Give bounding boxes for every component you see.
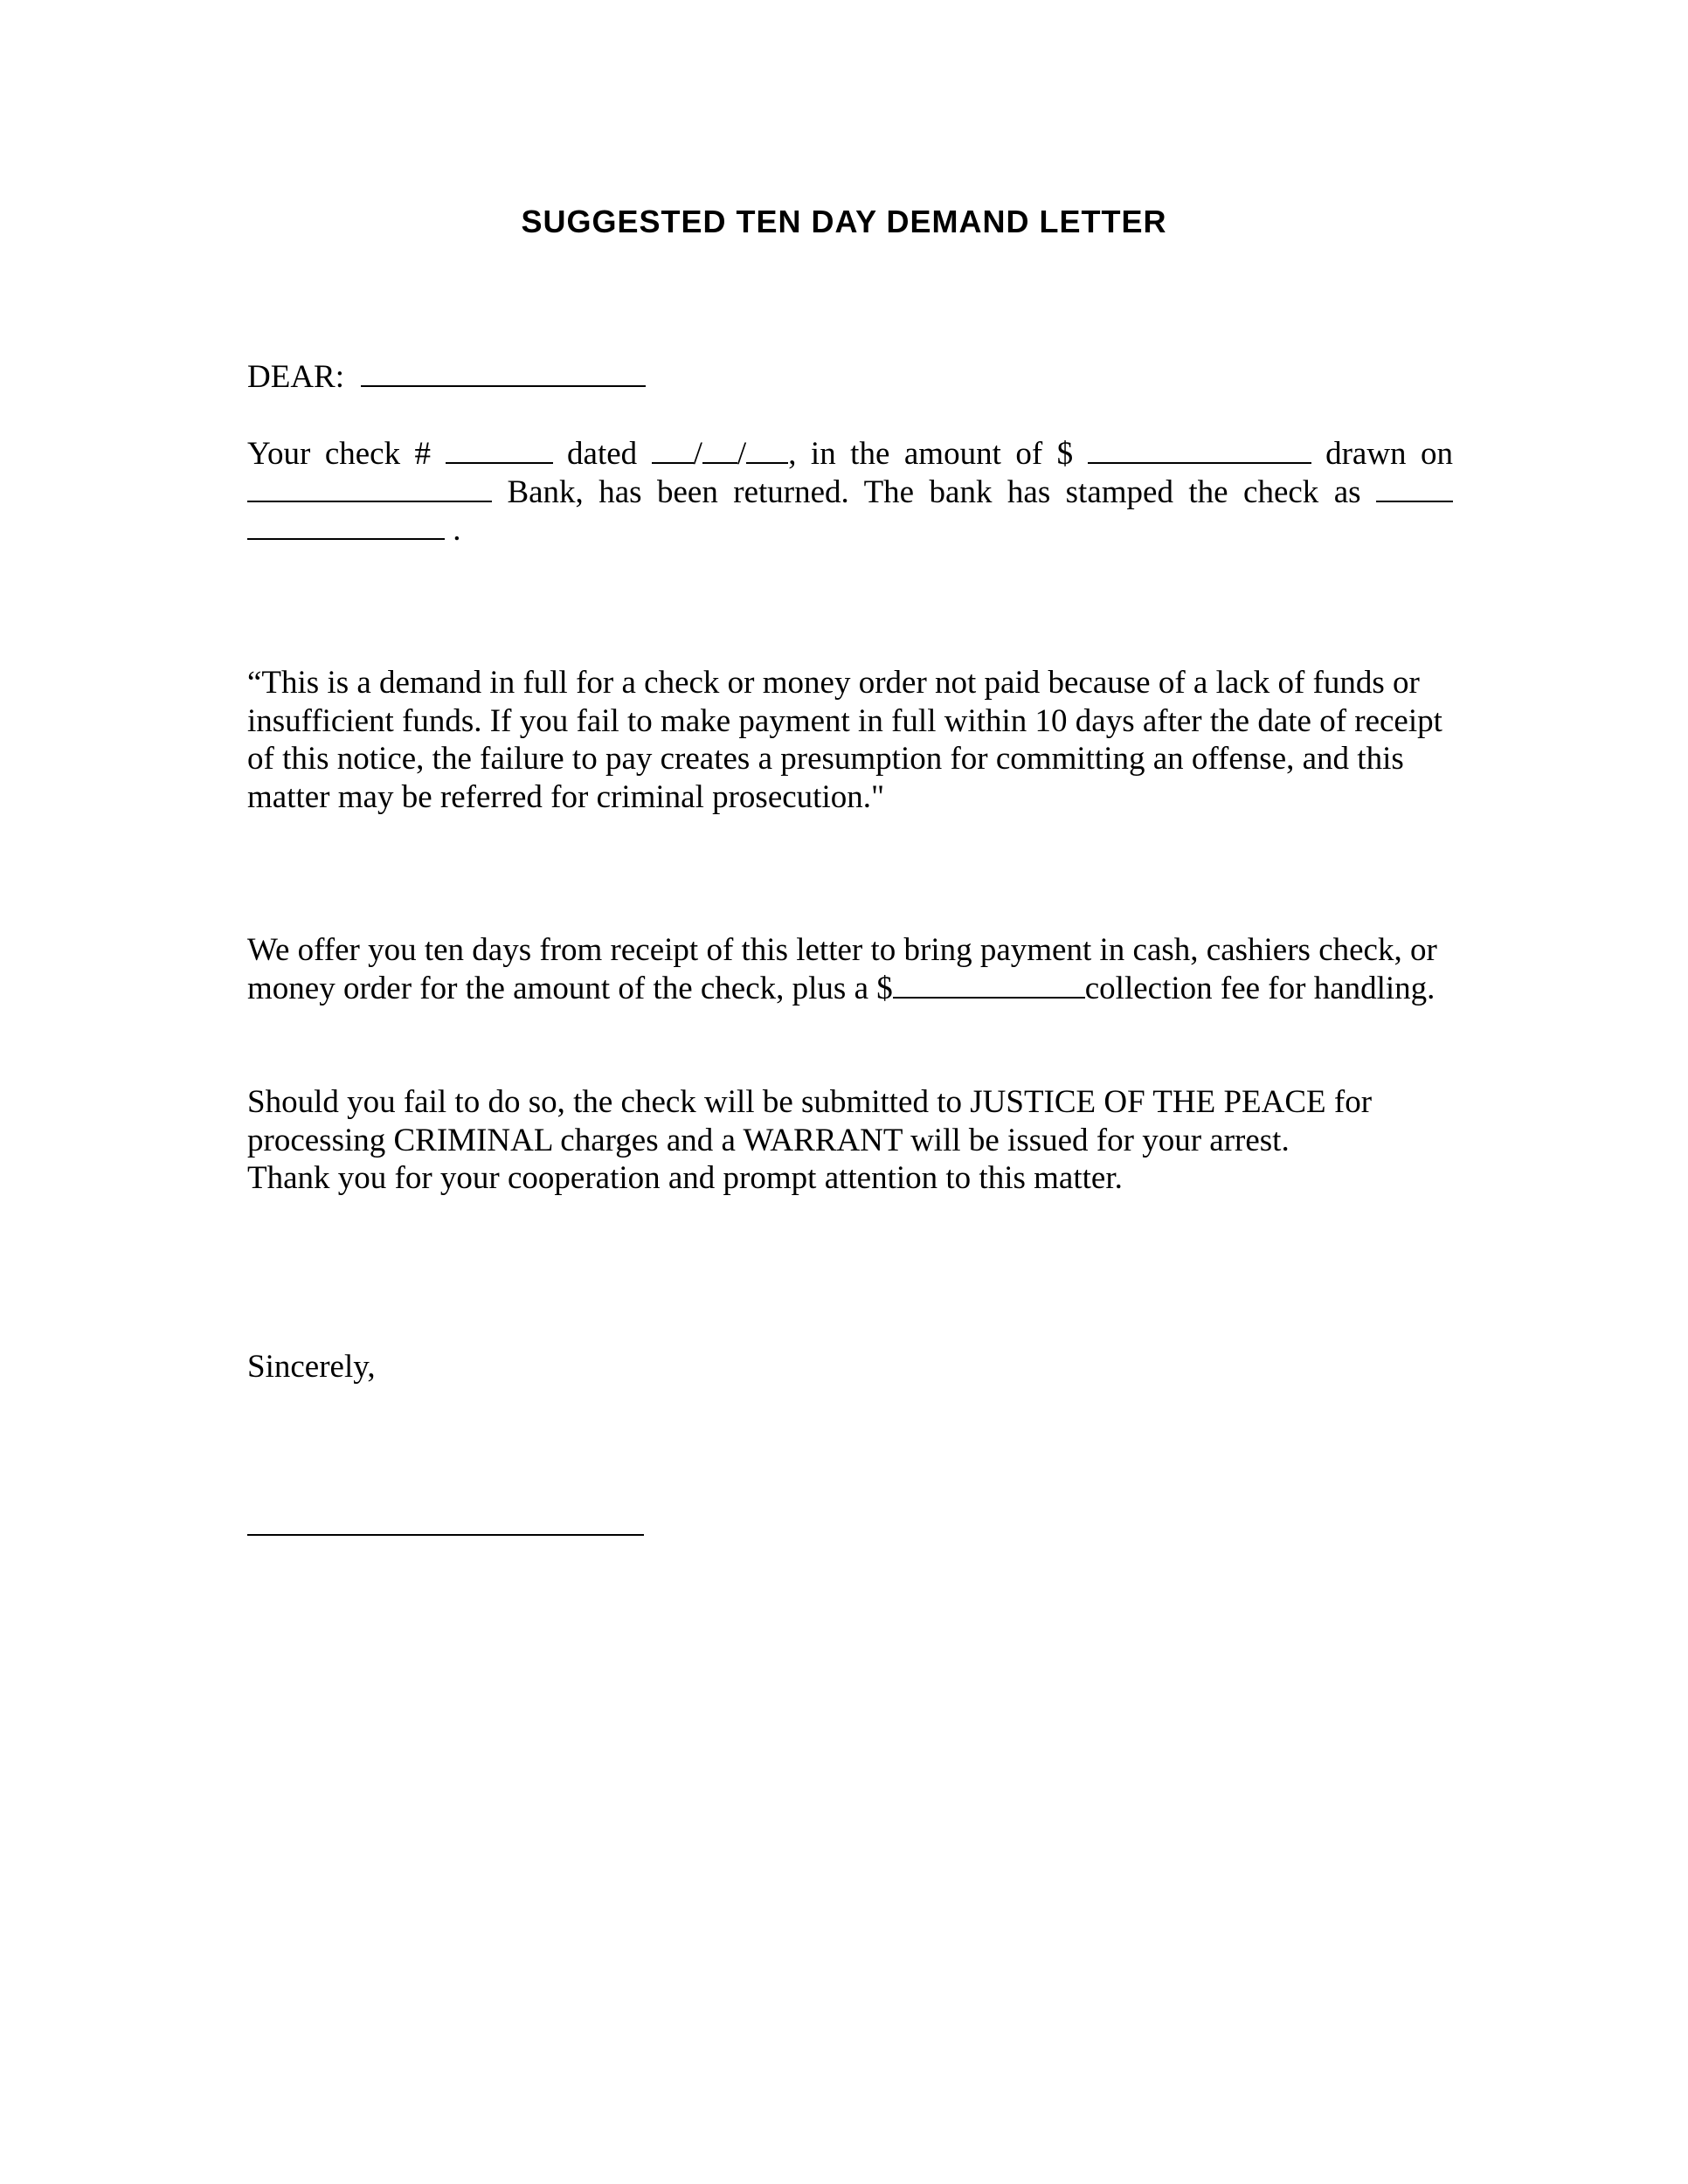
dated-label: dated: [567, 436, 638, 472]
bank-name-blank[interactable]: [247, 474, 492, 502]
stamp-reason-blank[interactable]: [1376, 474, 1453, 502]
recipient-name-blank[interactable]: [361, 359, 646, 387]
demand-quote-paragraph: “This is a demand in full for a check or money order not paid because of a lack of funds or insufficient funds. If you fail to make payment in full within 10 days after the date of receipt of this notice, the failure to pay creates a presumption for committing an offense, and this matter may be referred for criminal prosecution.": [247, 665, 1442, 815]
date-slash: /: [693, 436, 702, 472]
payment-offer-paragraph: [247, 931, 1453, 1007]
date-day-blank[interactable]: [702, 436, 737, 464]
amount-label: , in the amount of $: [788, 436, 1074, 472]
sentence-period: .: [453, 512, 461, 548]
closing-line: Sincerely,: [247, 1349, 376, 1385]
payment-offer-text: We offer you ten days from receipt of this letter to bring payment in cash, cashiers check, or money order for the amount of the check, plus a $: [247, 932, 1437, 1006]
returned-text: Bank, has been returned. The bank has stamped the check as: [507, 473, 1361, 510]
check-number-blank[interactable]: [446, 436, 553, 464]
warning-paragraph: Should you fail to do so, the check will be submitted to JUSTICE OF THE PEACE for processing CRIMINAL charges and a WARRANT will be issued for your arrest.: [247, 1084, 1373, 1158]
stamp-reason-blank-continued[interactable]: [247, 512, 445, 540]
date-year-blank[interactable]: [746, 436, 788, 464]
signature-line[interactable]: [247, 1534, 644, 1536]
collection-fee-text: collection fee for handling.: [1084, 970, 1435, 1006]
salutation-label: DEAR:: [247, 359, 344, 395]
thanks-paragraph: Thank you for your cooperation and prompt attention to this matter.: [247, 1160, 1123, 1196]
date-month-blank[interactable]: [652, 436, 694, 464]
check-amount-blank[interactable]: [1088, 436, 1311, 464]
check-number-label: Your check #: [247, 436, 432, 472]
check-details-paragraph: [247, 435, 1453, 549]
on-label: on: [1421, 436, 1454, 472]
page-title: SUGGESTED TEN DAY DEMAND LETTER: [521, 204, 1167, 239]
drawn-label: drawn: [1325, 436, 1407, 472]
date-slash: /: [737, 436, 747, 472]
salutation-line: [247, 358, 1453, 397]
collection-fee-blank[interactable]: [893, 971, 1085, 999]
